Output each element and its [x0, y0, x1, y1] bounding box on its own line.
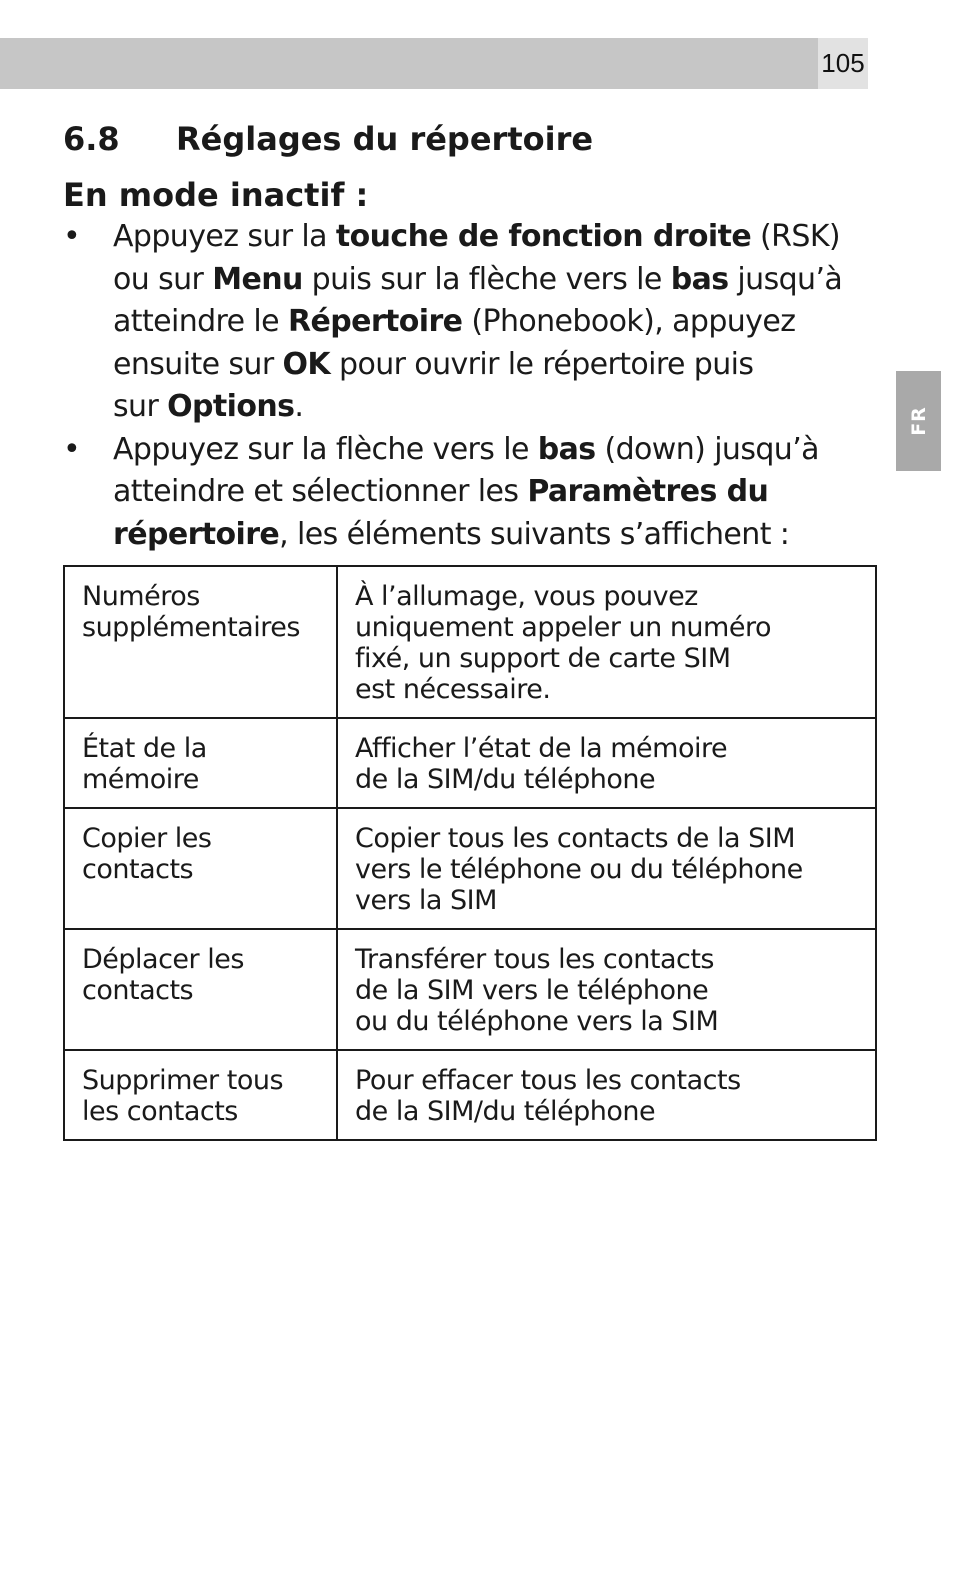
section-number: 6.8	[63, 120, 120, 158]
section-heading	[63, 118, 593, 160]
instruction-text: Appuyez sur la	[113, 219, 336, 254]
instruction-text: pour ouvrir le répertoire puis	[330, 346, 754, 382]
setting-description-line: Transférer tous les contacts	[355, 944, 715, 975]
instruction-list	[63, 216, 893, 556]
setting-description-line: est nécessaire.	[355, 674, 551, 705]
emphasized-term: bas	[670, 261, 729, 297]
setting-name-line: Copier les	[82, 823, 212, 854]
emphasized-term: Paramètres du	[527, 474, 769, 509]
emphasized-term: bas	[537, 431, 596, 467]
bullet-marker: •	[63, 219, 81, 254]
setting-name-cell	[64, 718, 337, 808]
instruction-line	[113, 471, 893, 514]
setting-name-line: contacts	[82, 854, 194, 885]
language-tab-label: FR	[907, 406, 930, 436]
language-tab	[896, 371, 941, 471]
page-number: 105	[818, 38, 868, 89]
mode-heading: En mode inactif :	[63, 176, 369, 214]
instruction-line	[113, 344, 893, 387]
instruction-text: .	[294, 389, 304, 424]
emphasized-term: touche de fonction droite	[335, 219, 752, 254]
table-row	[64, 718, 876, 808]
bullet-marker: •	[63, 431, 81, 467]
setting-description-cell	[337, 929, 876, 1050]
instruction-text: (RSK)	[751, 219, 840, 254]
instruction-text: jusqu’à	[728, 261, 843, 297]
setting-description-line: vers le téléphone ou du téléphone	[355, 854, 803, 885]
instruction-text: puis sur la flèche vers le	[302, 261, 671, 297]
setting-description-line: vers la SIM	[355, 885, 497, 916]
setting-name-line: mémoire	[82, 764, 199, 795]
setting-name-cell	[64, 1050, 337, 1140]
table-row	[64, 929, 876, 1050]
setting-name-line: contacts	[82, 975, 194, 1006]
settings-table-body	[64, 566, 876, 1140]
instruction-line	[113, 429, 893, 472]
setting-name-cell	[64, 566, 337, 718]
instruction-text: , les éléments suivants s’affichent :	[279, 516, 790, 552]
setting-name-line: les contacts	[82, 1096, 238, 1127]
setting-description-cell	[337, 1050, 876, 1140]
setting-name-line: Déplacer les	[82, 944, 244, 975]
instruction-line	[113, 216, 893, 259]
page-header-bar	[0, 38, 818, 89]
table-row	[64, 1050, 876, 1140]
instruction-step	[63, 429, 893, 557]
table-row	[64, 566, 876, 718]
setting-description-line: de la SIM/du téléphone	[355, 1096, 656, 1127]
instruction-line	[113, 514, 893, 557]
setting-description-line: Pour effacer tous les contacts	[355, 1065, 741, 1096]
emphasized-term: Options	[167, 389, 295, 424]
setting-name-line: supplémentaires	[82, 612, 300, 643]
instruction-text: (Phonebook), appuyez	[462, 304, 796, 339]
setting-description-line: À l’allumage, vous pouvez	[355, 581, 698, 612]
emphasized-term: Répertoire	[287, 304, 463, 339]
instruction-text: Appuyez sur la flèche vers le	[113, 431, 538, 467]
setting-description-cell	[337, 566, 876, 718]
setting-name-line: État de la	[82, 733, 207, 764]
instruction-step	[63, 216, 893, 429]
instruction-text: sur	[113, 389, 168, 424]
setting-description-line: Afficher l’état de la mémoire	[355, 733, 728, 764]
setting-description-line: ou du téléphone vers la SIM	[355, 1006, 719, 1037]
instruction-text: (down) jusqu’à	[595, 431, 819, 467]
setting-description-line: fixé, un support de carte SIM	[355, 643, 731, 674]
setting-description-cell	[337, 718, 876, 808]
setting-name-line: Supprimer tous	[82, 1065, 284, 1096]
setting-description-line: de la SIM vers le téléphone	[355, 975, 709, 1006]
setting-description-line: de la SIM/du téléphone	[355, 764, 656, 795]
instruction-text: ou sur	[113, 261, 213, 297]
setting-description-line: uniquement appeler un numéro	[355, 612, 771, 643]
emphasized-term: OK	[282, 346, 331, 382]
settings-table	[63, 565, 877, 1141]
setting-description-cell	[337, 808, 876, 929]
instruction-text: atteindre et sélectionner les	[113, 474, 528, 509]
section-title: Réglages du répertoire	[176, 120, 594, 158]
instruction-line	[113, 386, 893, 429]
setting-name-cell	[64, 929, 337, 1050]
emphasized-term: Menu	[212, 261, 303, 297]
instruction-text: atteindre le	[113, 304, 288, 339]
instruction-line	[113, 259, 893, 302]
table-row	[64, 808, 876, 929]
setting-name-cell	[64, 808, 337, 929]
instruction-line	[113, 301, 893, 344]
emphasized-term: répertoire	[113, 516, 280, 552]
setting-name-line: Numéros	[82, 581, 200, 612]
instruction-text: ensuite sur	[113, 346, 283, 382]
setting-description-line: Copier tous les contacts de la SIM	[355, 823, 795, 854]
